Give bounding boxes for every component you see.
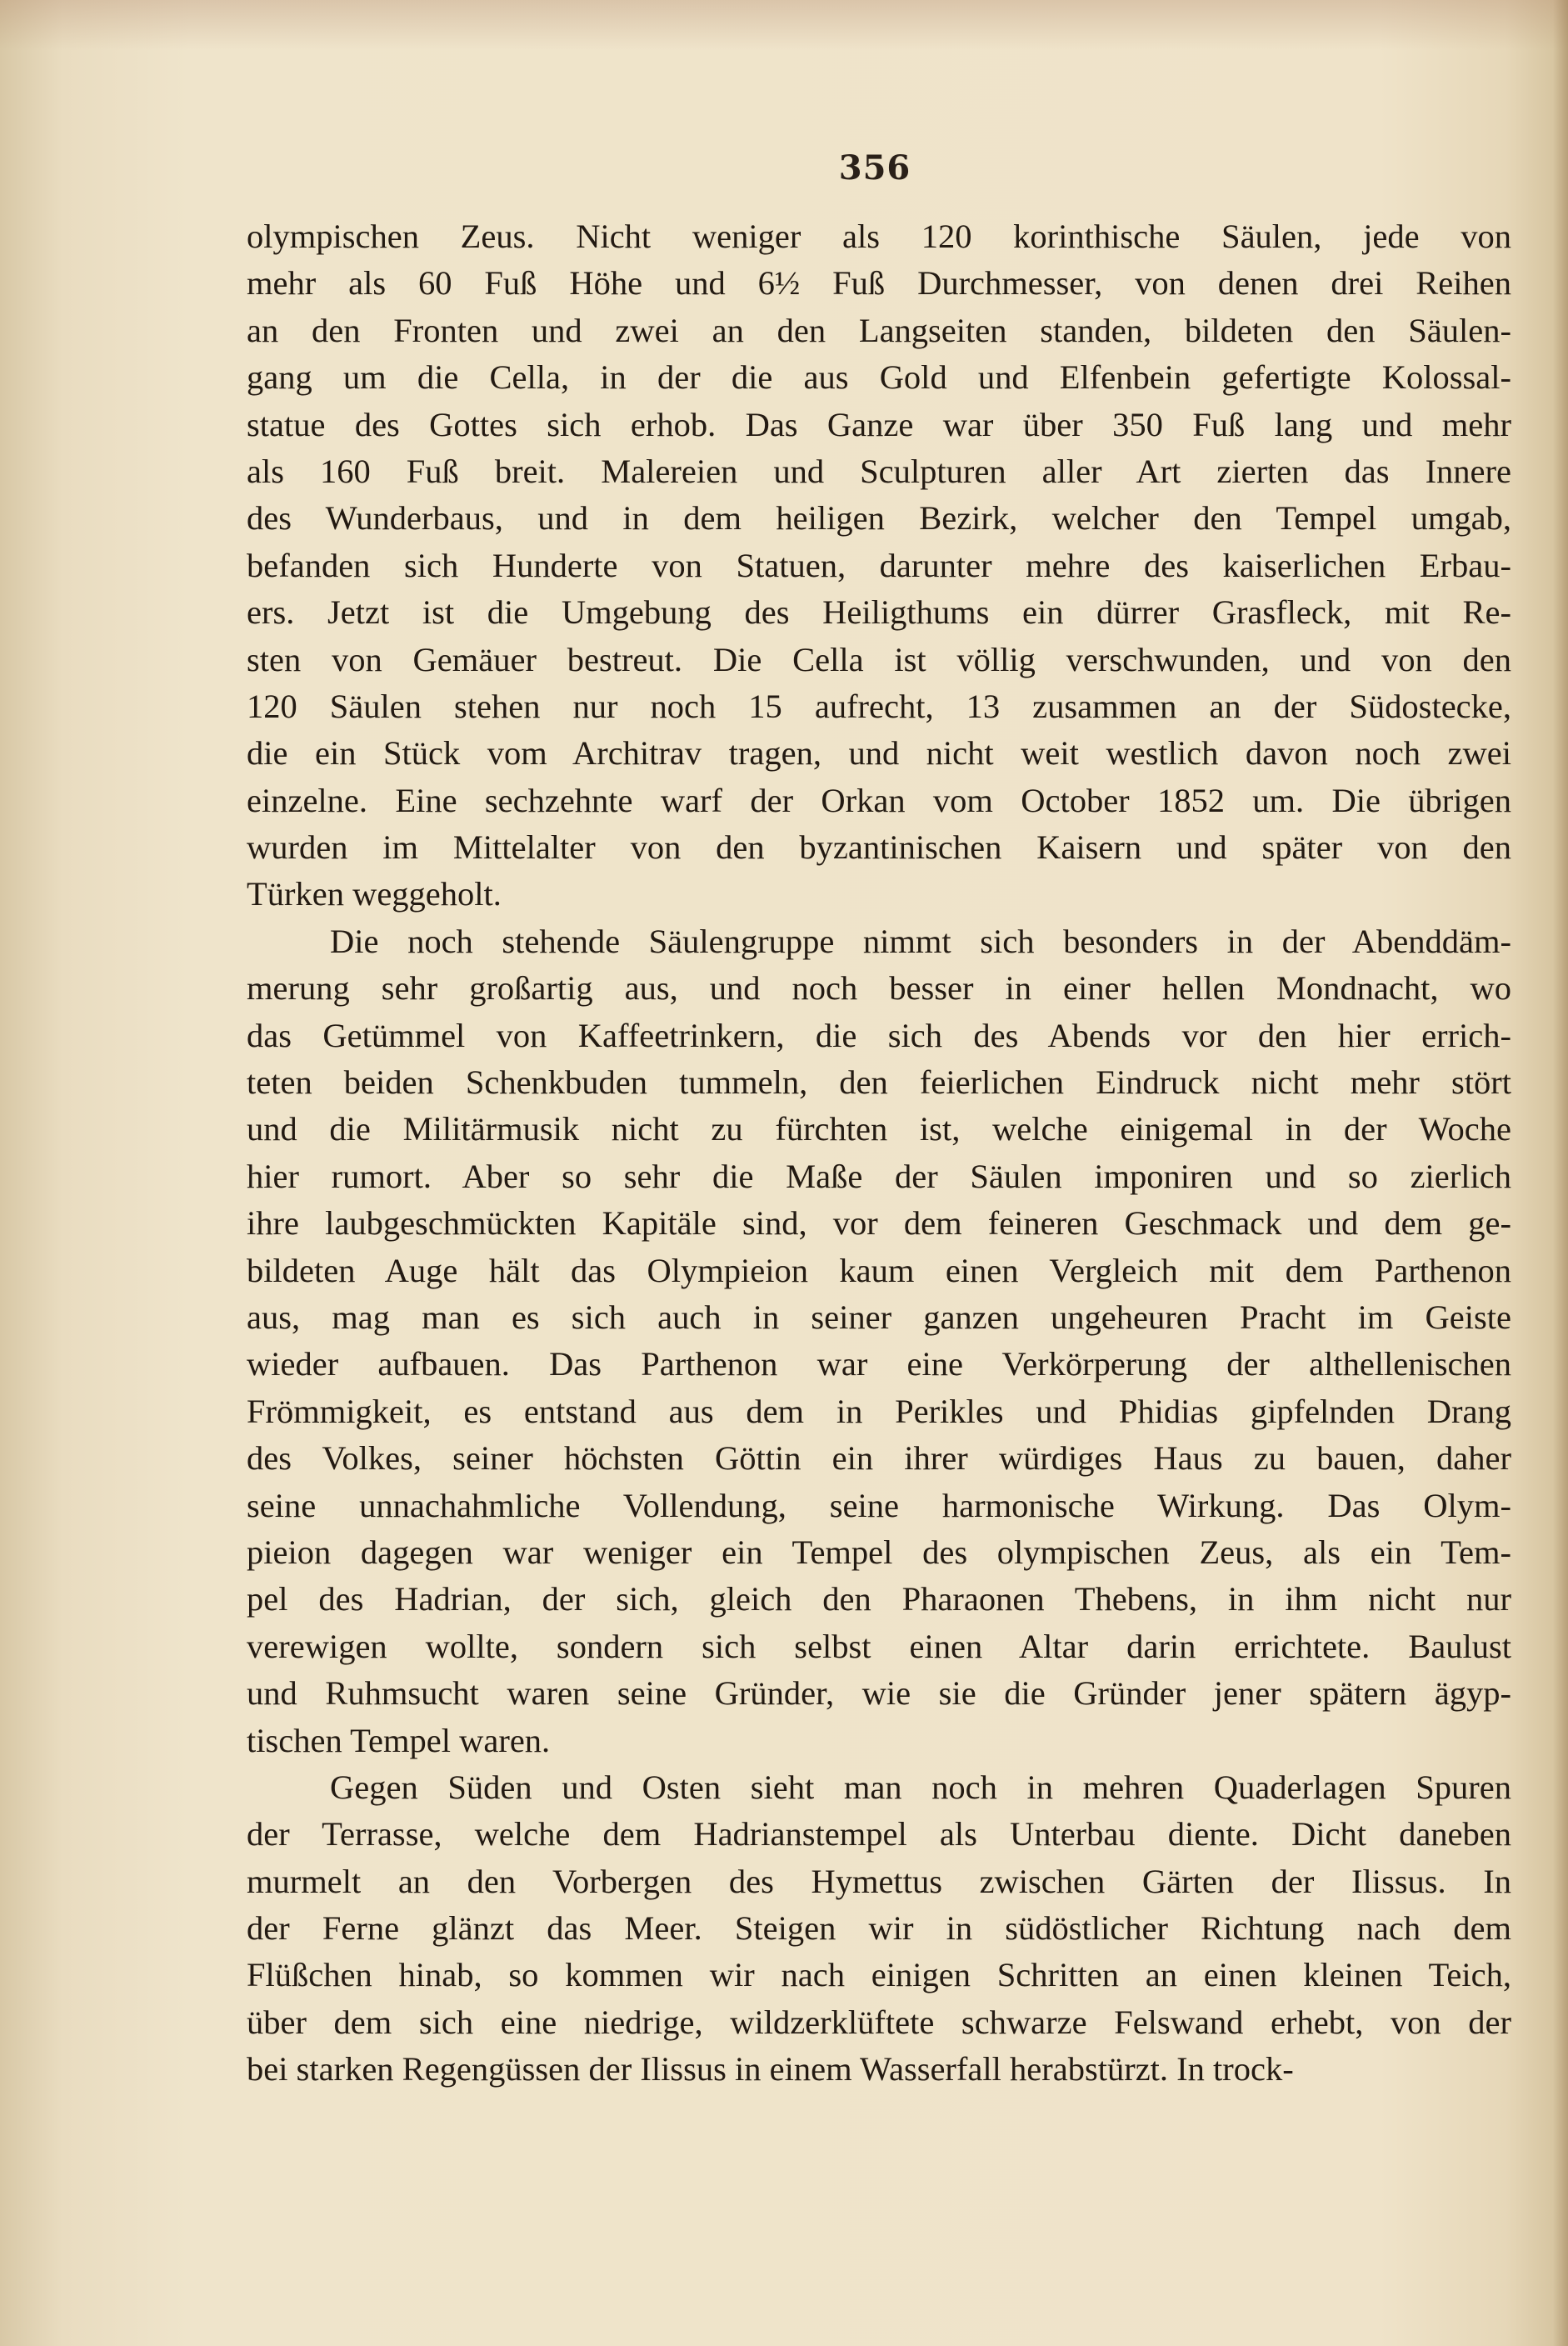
text-line: wurden im Mittelalter von den byzantinischen Kaisern und später von den — [247, 828, 1511, 867]
text-line: teten beiden Schenkbuden tummeln, den feierlichen Eindruck nicht mehr stört — [247, 1063, 1511, 1102]
text-line: pieion dagegen war weniger ein Tempel des olympischen Zeus, als ein Tem- — [247, 1533, 1511, 1571]
page-number: 356 — [838, 148, 911, 188]
text-line: aus, mag man es sich auch in seiner ganzen ungeheuren Pracht im Geiste — [247, 1298, 1511, 1336]
text-line: olympischen Zeus. Nicht weniger als 120 korinthische Säulen, jede von — [247, 218, 1511, 255]
text-line: Gegen Süden und Osten sieht man noch in mehren Quaderlagen Spuren — [330, 1768, 1511, 1806]
text-line: bei starken Regengüssen der Ilissus in einem Wasserfall herabstürzt. In trock- — [247, 2050, 1294, 2088]
text-line: wieder aufbauen. Das Parthenon war eine Verkörperung der althellenischen — [247, 1345, 1511, 1383]
page-right-edge — [1553, 0, 1568, 2346]
text-line: gang um die Cella, in der die aus Gold und Elfenbein gefertigte Kolossal- — [247, 358, 1511, 397]
text-line: sten von Gemäuer bestreut. Die Cella ist völlig verschwunden, und von den — [247, 640, 1511, 678]
text-line: seine unnachahmliche Vollendung, seine harmonische Wirkung. Das Olym- — [247, 1486, 1511, 1524]
text-line: die ein Stück vom Architrav tragen, und nicht weit westlich davon noch zwei — [247, 734, 1511, 773]
text-line: tischen Tempel waren. — [247, 1721, 551, 1759]
body-text — [247, 213, 1511, 2093]
text-line: ihre laubgeschmückten Kapitäle sind, vor dem feineren Geschmack und dem ge- — [247, 1204, 1511, 1243]
text-line: über dem sich eine niedrige, wildzerklüftete schwarze Felswand erhebt, von der — [247, 2003, 1511, 2041]
text-line: merung sehr großartig aus, und noch besser in einer hellen Mondnacht, wo — [247, 969, 1511, 1008]
text-line: einzelne. Eine sechzehnte warf der Orkan vom October 1852 um. Die übrigen — [247, 781, 1511, 819]
text-line: Frömmigkeit, es entstand aus dem in Perikles und Phidias gipfelnden Drang — [247, 1392, 1511, 1430]
text-line: Türken weggeholt. — [247, 875, 502, 913]
text-line: bildeten Auge hält das Olympieion kaum einen Vergleich mit dem Parthenon — [247, 1251, 1511, 1289]
text-line: an den Fronten und zwei an den Langseiten standen, bildeten den Säulen- — [247, 311, 1511, 349]
text-line: 120 Säulen stehen nur noch 15 aufrecht, 13 zusammen an der Südostecke, — [247, 687, 1511, 725]
text-line: Die noch stehende Säulengruppe nimmt sich besonders in der Abenddäm- — [330, 922, 1511, 960]
text-line: statue des Gottes sich erhob. Das Ganze war über 350 Fuß lang und mehr — [247, 405, 1511, 443]
text-line: des Wunderbaus, und in dem heiligen Bezirk, welcher den Tempel umgab, — [247, 499, 1511, 538]
text-line: ers. Jetzt ist die Umgebung des Heiligthums ein dürrer Grasfleck, mit Re- — [247, 593, 1511, 632]
text-line: das Getümmel von Kaffeetrinkern, die sich des Abends vor den hier errich- — [247, 1016, 1511, 1054]
text-line: des Volkes, seiner höchsten Göttin ein ihrer würdiges Haus zu bauen, daher — [247, 1439, 1511, 1478]
page-top-stain — [0, 0, 1568, 50]
text-line: pel des Hadrian, der sich, gleich den Pharaonen Thebens, in ihm nicht nur — [247, 1580, 1511, 1618]
text-line: verewigen wollte, sondern sich selbst einen Altar darin errichtete. Baulust — [247, 1627, 1511, 1665]
text-line: befanden sich Hunderte von Statuen, darunter mehre des kaiserlichen Erbau- — [247, 546, 1511, 584]
text-line: als 160 Fuß breit. Malereien und Sculpturen aller Art zierten das Innere — [247, 452, 1511, 490]
text-line: mehr als 60 Fuß Höhe und 6½ Fuß Durchmesser, von denen drei Reihen — [247, 264, 1511, 303]
text-line: und die Militärmusik nicht zu fürchten ist, welche einigemal in der Woche — [247, 1110, 1511, 1148]
text-line: der Terrasse, welche dem Hadrianstempel als Unterbau diente. Dicht daneben — [247, 1815, 1511, 1853]
text-line: murmelt an den Vorbergen des Hymettus zwischen Gärten der Ilissus. In — [247, 1862, 1511, 1900]
text-line: hier rumort. Aber so sehr die Maße der Säulen imponiren und so zierlich — [247, 1157, 1511, 1195]
text-line: der Ferne glänzt das Meer. Steigen wir in südöstlicher Richtung nach dem — [247, 1909, 1511, 1948]
text-line: Flüßchen hinab, so kommen wir nach einigen Schritten an einen kleinen Teich, — [247, 1956, 1511, 1994]
text-line: und Ruhmsucht waren seine Gründer, wie sie die Gründer jener spätern ägyp- — [247, 1674, 1511, 1713]
